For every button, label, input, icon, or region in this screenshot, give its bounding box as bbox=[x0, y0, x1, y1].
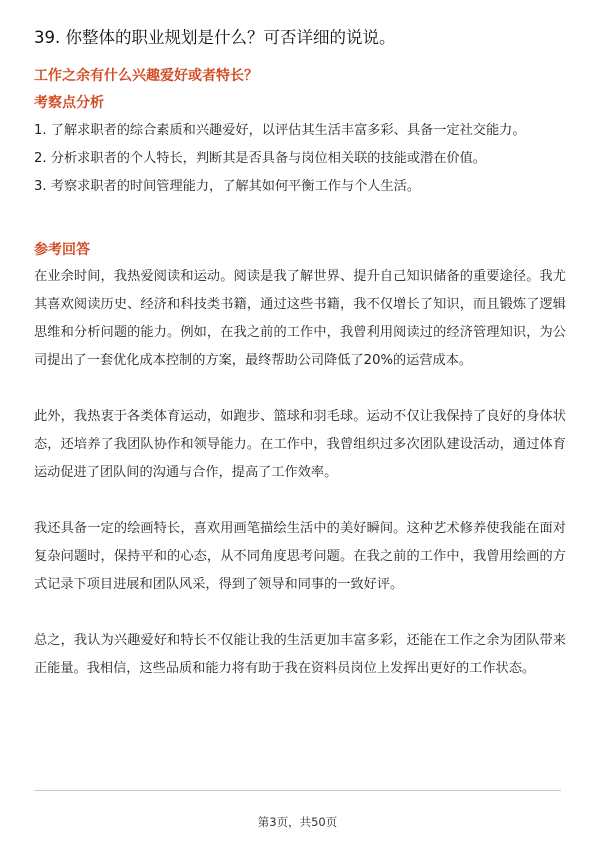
sub-question: 工作之余有什么兴趣爱好或者特长？ bbox=[34, 68, 258, 84]
question-title: 39. 你整体的职业规划是什么？可否详细的说说。 bbox=[34, 28, 396, 47]
page-number: 第3页，共50页 bbox=[257, 815, 338, 829]
answer-paragraph: 此外，我热衷于各类体育运动，如跑步、篮球和羽毛球。运动不仅让我保持了良好的身体状态，还培养了我团队协作和领导能力。在工作中，我曾组织过多次团队建设活动，通过体育运动促进了团队间的沟通与合作，提高了工作效率。 bbox=[34, 409, 566, 480]
analysis-item: 2. 分析求职者的个人特长，判断其是否具备与岗位相关联的技能或潜在价值。 bbox=[34, 151, 486, 166]
analysis-item: 3. 考察求职者的时间管理能力，了解其如何平衡工作与个人生活。 bbox=[34, 179, 421, 194]
answer-body bbox=[34, 263, 566, 683]
answer-paragraph: 总之，我认为兴趣爱好和特长不仅能让我的生活更加丰富多彩，还能在工作之余为团队带来正能量。我相信，这些品质和能力将有助于我在资料员岗位上发挥出更好的工作状态。 bbox=[34, 633, 566, 676]
answer-heading: 参考回答 bbox=[34, 242, 90, 258]
analysis-list bbox=[34, 117, 566, 201]
analysis-item: 1. 了解求职者的综合素质和兴趣爱好，以评估其生活丰富多彩、具备一定社交能力。 bbox=[34, 123, 526, 138]
answer-paragraph: 我还具备一定的绘画特长，喜欢用画笔描绘生活中的美好瞬间。这种艺术修养使我能在面对复杂问题时，保持平和的心态，从不同角度思考问题。在我之前的工作中，我曾用绘画的方式记录下项目进展和团队风采，得到了领导和同事的一致好评。 bbox=[34, 521, 566, 592]
footer-divider bbox=[34, 790, 561, 791]
analysis-heading: 考察点分析 bbox=[34, 95, 104, 111]
answer-paragraph: 在业余时间，我热爱阅读和运动。阅读是我了解世界、提升自己知识储备的重要途径。我尤其喜欢阅读历史、经济和科技类书籍，通过这些书籍，我不仅增长了知识，而且锻炼了逻辑思维和分析问题的能力。例如，在我之前的工作中，我曾利用阅读过的经济管理知识，为公司提出了一套优化成本控制的方案，最终帮助公司降低了20%的运营成本。 bbox=[34, 269, 566, 368]
